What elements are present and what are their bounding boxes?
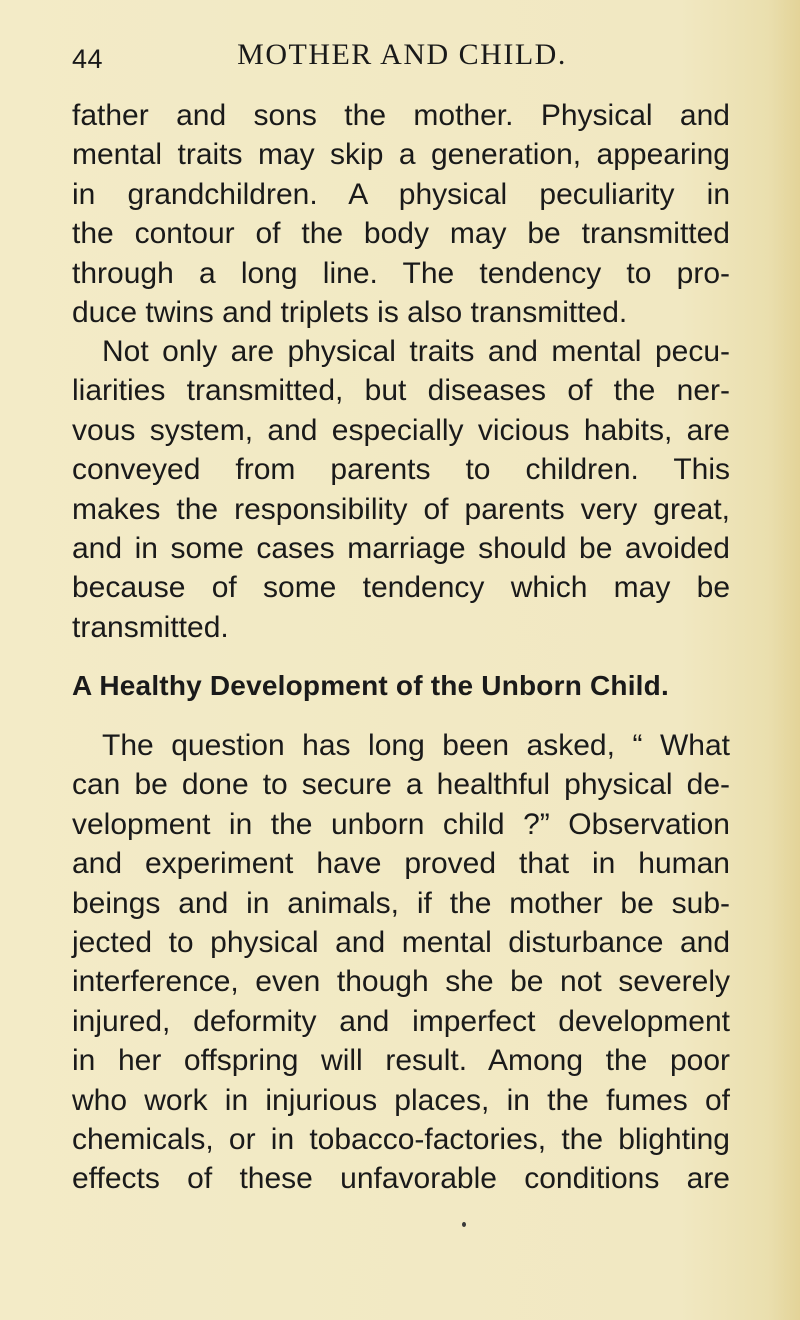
text-line: and experiment have proved that in human [72,847,730,881]
text-line: transmitted. [72,610,229,644]
text-line: can be done to secure a healthful physical de- [72,768,730,802]
text-line: and in some cases marriage should be avoided [72,531,730,565]
text-line: who work in injurious places, in the fumes of [72,1083,730,1117]
text-line: velopment in the unborn child ?” Observation [72,807,730,841]
section-heading: A Healthy Development of the Unborn Child. [72,670,669,701]
text-line: in grandchildren. A physical peculiarity in [72,177,730,211]
text-line: beings and in animals, if the mother be sub- [72,886,730,920]
text-line: chemicals, or in tobacco-factories, the blighting [72,1122,730,1156]
text-line: through a long line. The tendency to pro- [72,256,730,290]
text-line: father and sons the mother. Physical and [72,99,730,132]
paragraph-3 [72,726,730,1199]
text-line: effects of these unfavorable conditions are [72,1162,730,1196]
ink-speck [462,1222,466,1227]
text-line: interference, even though she be not severely [72,965,730,999]
text-line: liarities transmitted, but diseases of the ner- [72,374,730,408]
page-number: 44 [72,44,104,74]
running-title: MOTHER AND CHILD. [237,38,567,71]
text-line: in her offspring will result. Among the poor [72,1044,730,1078]
text-line: Not only are physical traits and mental pecu- [102,335,730,368]
text-line: duce twins and triplets is also transmitted. [72,295,628,329]
paragraph-2 [72,332,730,647]
text-line: injured, deformity and imperfect development [72,1004,730,1038]
text-line: because of some tendency which may be [72,571,730,605]
text-line: jected to physical and mental disturbance and [72,925,730,959]
text-line: conveyed from parents to children. This [72,453,730,487]
paragraph-1 [72,96,730,332]
text-line: makes the responsibility of parents very great, [72,492,730,526]
running-head [72,38,732,82]
text-line: mental traits may skip a generation, appearing [72,138,730,172]
text-line: The question has long been asked, “ What [102,729,730,762]
text-line: the contour of the body may be transmitted [72,217,730,251]
text-line: vous system, and especially vicious habits, are [72,413,730,447]
